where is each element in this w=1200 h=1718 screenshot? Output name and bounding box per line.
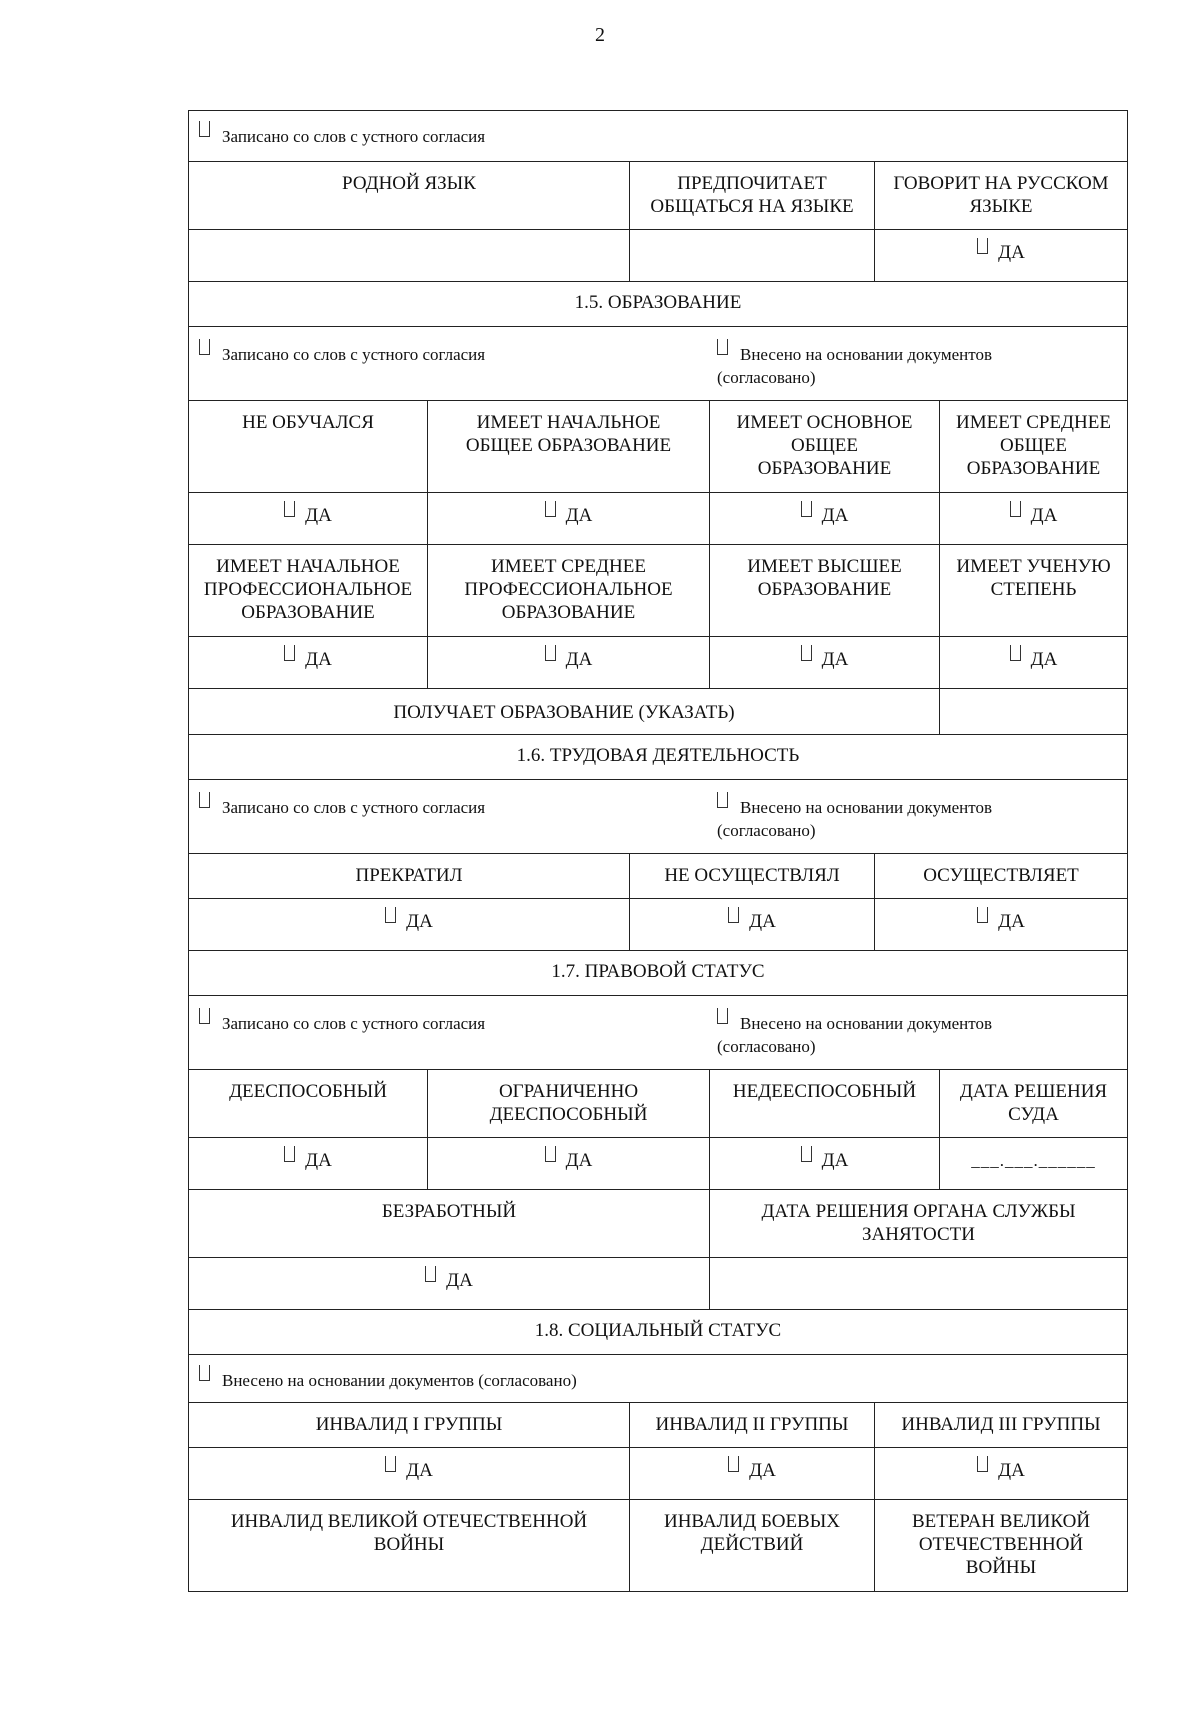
employment-decision-date-field[interactable] — [709, 1258, 1127, 1309]
legal-source-row — [188, 996, 1128, 1070]
yes-option[interactable]: ДА — [427, 637, 709, 688]
yes-option[interactable]: ДА — [709, 1138, 939, 1189]
current-education-row — [188, 689, 1128, 735]
legal-section-title: 1.7. ПРАВОВОЙ СТАТУС — [188, 951, 1128, 996]
yes-option[interactable]: ДА — [189, 899, 629, 950]
yes-option[interactable]: ДА — [874, 1448, 1127, 1499]
native-language-header: РОДНОЙ ЯЗЫК — [342, 173, 476, 194]
yes-option[interactable]: ДА — [189, 1138, 427, 1189]
checkbox-icon[interactable] — [545, 1146, 556, 1162]
checkbox-icon[interactable] — [1010, 645, 1021, 661]
documents-option[interactable]: Внесено на основании документов (согласовано) — [717, 343, 992, 389]
education-header: НЕ ОБУЧАЛСЯ — [242, 412, 374, 433]
preferred-language-field[interactable] — [629, 230, 874, 281]
work-section-title: 1.6. ТРУДОВАЯ ДЕЯТЕЛЬНОСТЬ — [188, 735, 1128, 780]
incapable-header: НЕДЕЕСПОСОБНЫЙ — [709, 1070, 939, 1137]
checkbox-icon[interactable] — [977, 907, 988, 923]
court-date-field[interactable]: ___.___.______ — [939, 1138, 1127, 1189]
documents-option[interactable]: Внесено на основании документов (согласовано) — [717, 1012, 992, 1058]
yes-option[interactable]: ДА — [427, 493, 709, 544]
speaks-russian-yes[interactable]: ДА — [874, 230, 1127, 281]
work-active-header: ОСУЩЕСТВЛЯЕТ — [874, 854, 1127, 898]
social-section-title: 1.8. СОЦИАЛЬНЫЙ СТАТУС — [188, 1310, 1128, 1355]
unemployed-header-row — [188, 1190, 1128, 1258]
checkbox-icon[interactable] — [977, 238, 988, 254]
checkbox-icon[interactable] — [199, 1365, 210, 1381]
checkbox-icon[interactable] — [199, 339, 210, 355]
checkbox-icon[interactable] — [801, 1146, 812, 1162]
checkbox-icon[interactable] — [717, 792, 728, 808]
checkbox-icon[interactable] — [545, 645, 556, 661]
speaks-russian-header: ГОВОРИТ НА РУССКОМ ЯЗЫКЕ — [874, 162, 1127, 229]
checkbox-icon[interactable] — [801, 645, 812, 661]
checkbox-icon[interactable] — [199, 121, 210, 137]
education-header: ИМЕЕТ ОСНОВНОЕ ОБЩЕЕ ОБРАЗОВАНИЕ — [709, 401, 939, 492]
oral-consent-option[interactable]: Записано со слов с устного согласия — [199, 796, 485, 819]
checkbox-icon[interactable] — [545, 501, 556, 517]
language-header-row — [188, 162, 1128, 230]
yes-option[interactable]: ДА — [939, 493, 1127, 544]
education-header-row-1 — [188, 401, 1128, 493]
current-education-field[interactable] — [939, 689, 1127, 734]
oral-consent-option[interactable]: Записано со слов с устного согласия — [199, 343, 485, 366]
yes-option[interactable]: ДА — [629, 1448, 874, 1499]
capable-header: ДЕЕСПОСОБНЫЙ — [229, 1081, 387, 1102]
oral-consent-option[interactable]: Записано со слов с устного согласия — [199, 125, 485, 148]
yes-option[interactable]: ДА — [874, 899, 1127, 950]
education-header: ИМЕЕТ ВЫСШЕЕ ОБРАЗОВАНИЕ — [709, 545, 939, 636]
disability-group-2-header: ИНВАЛИД II ГРУППЫ — [629, 1403, 874, 1447]
education-header: ИМЕЕТ НАЧАЛЬНОЕ ПРОФЕССИОНАЛЬНОЕ ОБРАЗОВАНИЕ — [203, 556, 413, 623]
checkbox-icon[interactable] — [284, 501, 295, 517]
work-yes-row — [188, 899, 1128, 951]
disability-group-3-header: ИНВАЛИД III ГРУППЫ — [874, 1403, 1127, 1447]
questionnaire-form — [188, 110, 1128, 1592]
checkbox-icon[interactable] — [1010, 501, 1021, 517]
work-source-row — [188, 780, 1128, 854]
documents-option[interactable]: Внесено на основании документов (согласовано) — [717, 796, 992, 842]
education-header: ИМЕЕТ УЧЕНУЮ СТЕПЕНЬ — [939, 545, 1127, 636]
work-header-row — [188, 854, 1128, 899]
checkbox-icon[interactable] — [717, 1008, 728, 1024]
disability-group-1-header: ИНВАЛИД I ГРУППЫ — [315, 1414, 503, 1435]
yes-option[interactable]: ДА — [629, 899, 874, 950]
education-yes-row-1 — [188, 493, 1128, 545]
checkbox-icon[interactable] — [801, 501, 812, 517]
yes-option[interactable]: ДА — [709, 493, 939, 544]
page-number: 2 — [595, 24, 605, 46]
yes-option[interactable]: ДА — [189, 1258, 709, 1309]
native-language-field[interactable] — [189, 230, 629, 281]
checkbox-icon[interactable] — [284, 1146, 295, 1162]
work-never-header: НЕ ОСУЩЕСТВЛЯЛ — [629, 854, 874, 898]
language-value-row — [188, 230, 1128, 282]
preferred-language-header: ПРЕДПОЧИТАЕТ ОБЩАТЬСЯ НА ЯЗЫКЕ — [629, 162, 874, 229]
social-source-row — [188, 1355, 1128, 1403]
unemployed-header: БЕЗРАБОТНЫЙ — [381, 1201, 517, 1222]
ww2-veteran-header: ВЕТЕРАН ВЕЛИКОЙ ОТЕЧЕСТВЕННОЙ ВОЙНЫ — [874, 1500, 1127, 1591]
yes-option[interactable]: ДА — [427, 1138, 709, 1189]
disability-header-row — [188, 1403, 1128, 1448]
education-yes-row-2 — [188, 637, 1128, 689]
yes-option[interactable]: ДА — [939, 637, 1127, 688]
checkbox-icon[interactable] — [728, 907, 739, 923]
checkbox-icon[interactable] — [728, 1456, 739, 1472]
current-education-label: ПОЛУЧАЕТ ОБРАЗОВАНИЕ (УКАЗАТЬ) — [393, 702, 735, 723]
checkbox-icon[interactable] — [977, 1456, 988, 1472]
education-header-row-2 — [188, 545, 1128, 637]
limited-header: ОГРАНИЧЕННО ДЕЕСПОСОБНЫЙ — [427, 1070, 709, 1137]
education-header: ИМЕЕТ НАЧАЛЬНОЕ ОБЩЕЕ ОБРАЗОВАНИЕ — [427, 401, 709, 492]
disability-yes-row — [188, 1448, 1128, 1500]
work-stopped-header: ПРЕКРАТИЛ — [355, 865, 463, 886]
yes-option[interactable]: ДА — [709, 637, 939, 688]
checkbox-icon[interactable] — [717, 339, 728, 355]
language-source-row — [188, 110, 1128, 162]
checkbox-icon[interactable] — [199, 792, 210, 808]
documents-option[interactable]: Внесено на основании документов (согласовано) — [199, 1369, 577, 1392]
yes-option[interactable]: ДА — [189, 637, 427, 688]
legal-yes-row — [188, 1138, 1128, 1190]
yes-option[interactable]: ДА — [189, 1448, 629, 1499]
education-header: ИМЕЕТ СРЕДНЕЕ ОБЩЕЕ ОБРАЗОВАНИЕ — [939, 401, 1127, 492]
veteran-header-row — [188, 1500, 1128, 1592]
education-section-title: 1.5. ОБРАЗОВАНИЕ — [188, 282, 1128, 327]
legal-header-row — [188, 1070, 1128, 1138]
ww2-disabled-header: ИНВАЛИД ВЕЛИКОЙ ОТЕЧЕСТВЕННОЙ ВОЙНЫ — [230, 1511, 588, 1555]
checkbox-icon[interactable] — [385, 907, 396, 923]
checkbox-icon[interactable] — [284, 645, 295, 661]
yes-option[interactable]: ДА — [189, 493, 427, 544]
checkbox-icon[interactable] — [425, 1266, 436, 1282]
court-date-header: ДАТА РЕШЕНИЯ СУДА — [939, 1070, 1127, 1137]
combat-disabled-header: ИНВАЛИД БОЕВЫХ ДЕЙСТВИЙ — [629, 1500, 874, 1591]
oral-consent-option[interactable]: Записано со слов с устного согласия — [199, 1012, 485, 1035]
unemployed-yes-row — [188, 1258, 1128, 1310]
checkbox-icon[interactable] — [385, 1456, 396, 1472]
employment-decision-header: ДАТА РЕШЕНИЯ ОРГАНА СЛУЖБЫ ЗАНЯТОСТИ — [709, 1190, 1127, 1257]
checkbox-icon[interactable] — [199, 1008, 210, 1024]
education-header: ИМЕЕТ СРЕДНЕЕ ПРОФЕССИОНАЛЬНОЕ ОБРАЗОВАНИЕ — [427, 545, 709, 636]
education-source-row — [188, 327, 1128, 401]
